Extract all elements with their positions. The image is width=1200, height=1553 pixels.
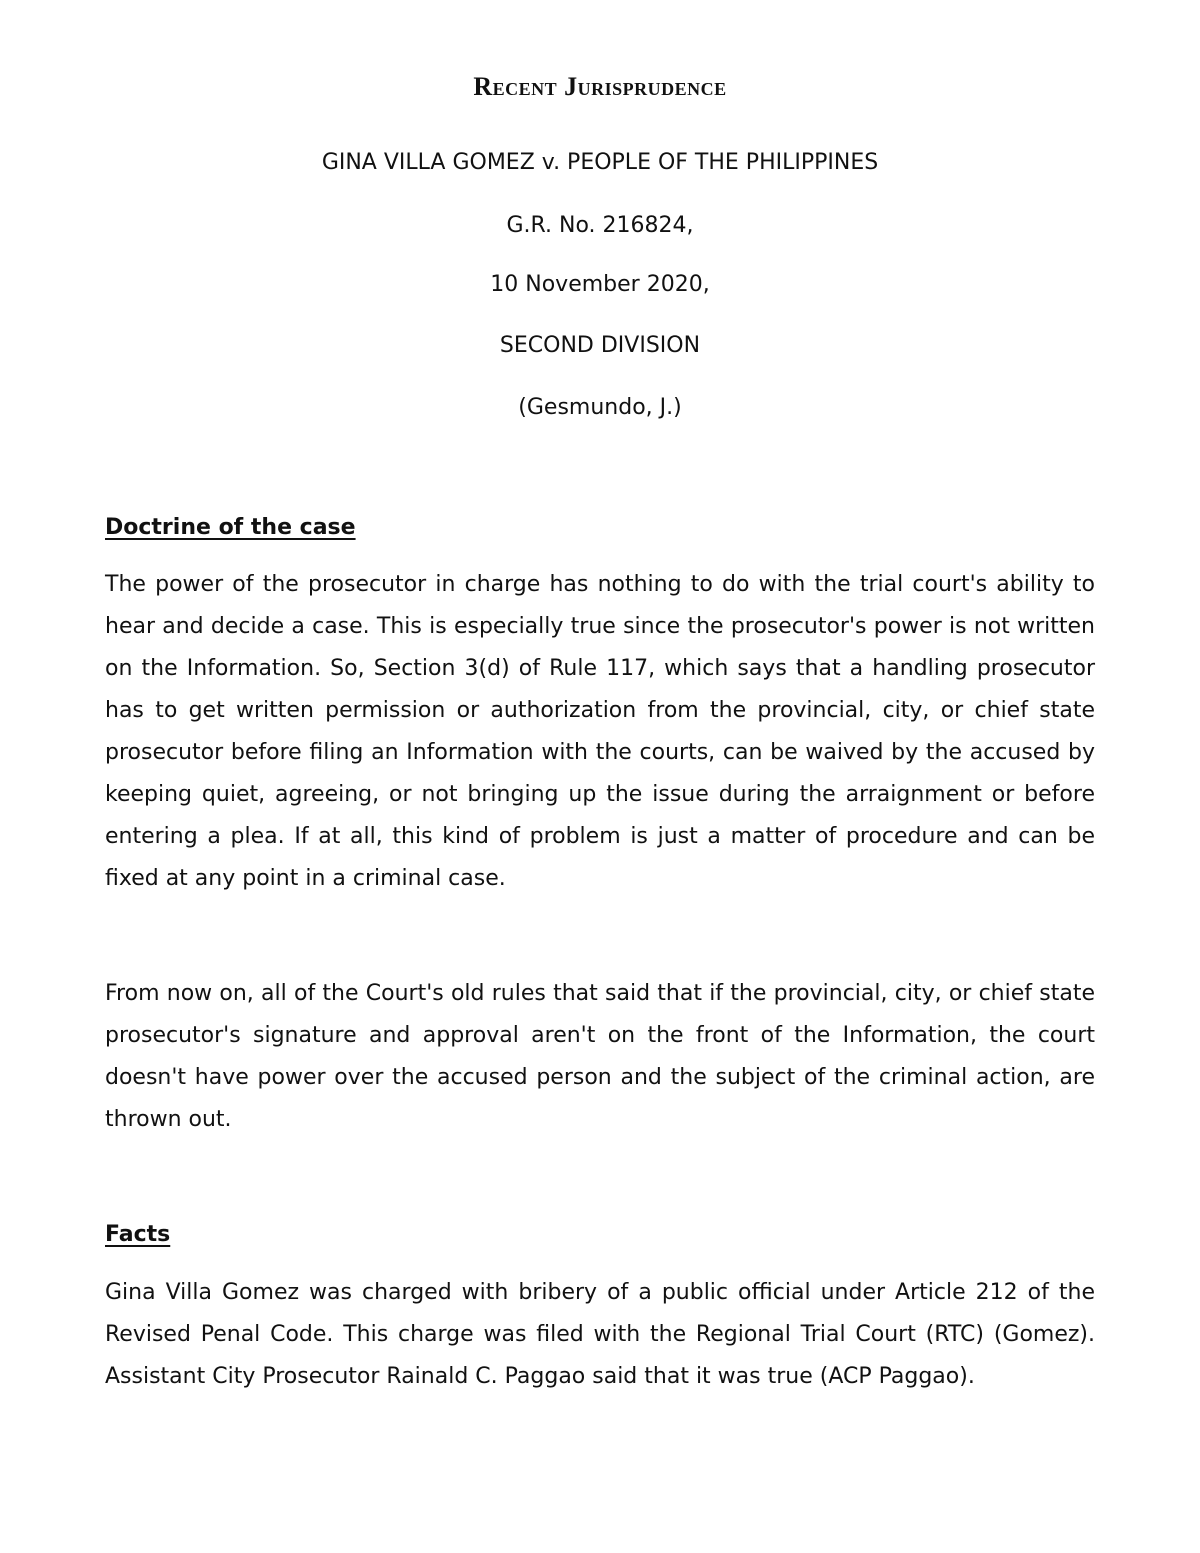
facts-paragraph-1: Gina Villa Gomez was charged with bribery of a public official under Article 212 of the Revised Penal Code. This charge was filed with the Regional Trial Court (RTC) (Gomez). Assistant City Prosecutor Rainald C. Paggao said that it was true (ACP Paggao). bbox=[105, 1280, 1095, 1389]
decision-date: 10 November 2020, bbox=[490, 272, 710, 297]
doctrine-heading: Doctrine of the case bbox=[105, 515, 356, 540]
ponente: (Gesmundo, J.) bbox=[518, 395, 682, 420]
court-division: SECOND DIVISION bbox=[499, 333, 701, 358]
doctrine-paragraph-2: From now on, all of the Court's old rules that said that if the provincial, city, or chief state prosecutor's signature and approval aren't on the front of the Information, the court doesn't have power over the accused person and the subject of the criminal action, are thrown out. bbox=[105, 981, 1095, 1132]
doctrine-paragraph-1: The power of the prosecutor in charge has nothing to do with the trial court's ability to hear and decide a case. This is especially true since the prosecutor's power is not written on the Information. So, Section 3(d) of Rule 117, which says that a handling prosecutor has to get written permission or authorization from the provincial, city, or chief state prosecutor before filing an Information with the courts, can be waived by the accused by keeping quiet, agreeing, or not bringing up the issue during the arraignment or before entering a plea. If at all, this kind of problem is just a matter of procedure and can be fixed at any point in a criminal case. bbox=[105, 572, 1095, 891]
facts-heading: Facts bbox=[105, 1222, 171, 1247]
gr-number: G.R. No. 216824, bbox=[506, 213, 694, 238]
case-title: GINA VILLA GOMEZ v. PEOPLE OF THE PHILIPPINES bbox=[321, 150, 879, 175]
section-kicker: Recent Jurisprudence bbox=[473, 72, 727, 101]
